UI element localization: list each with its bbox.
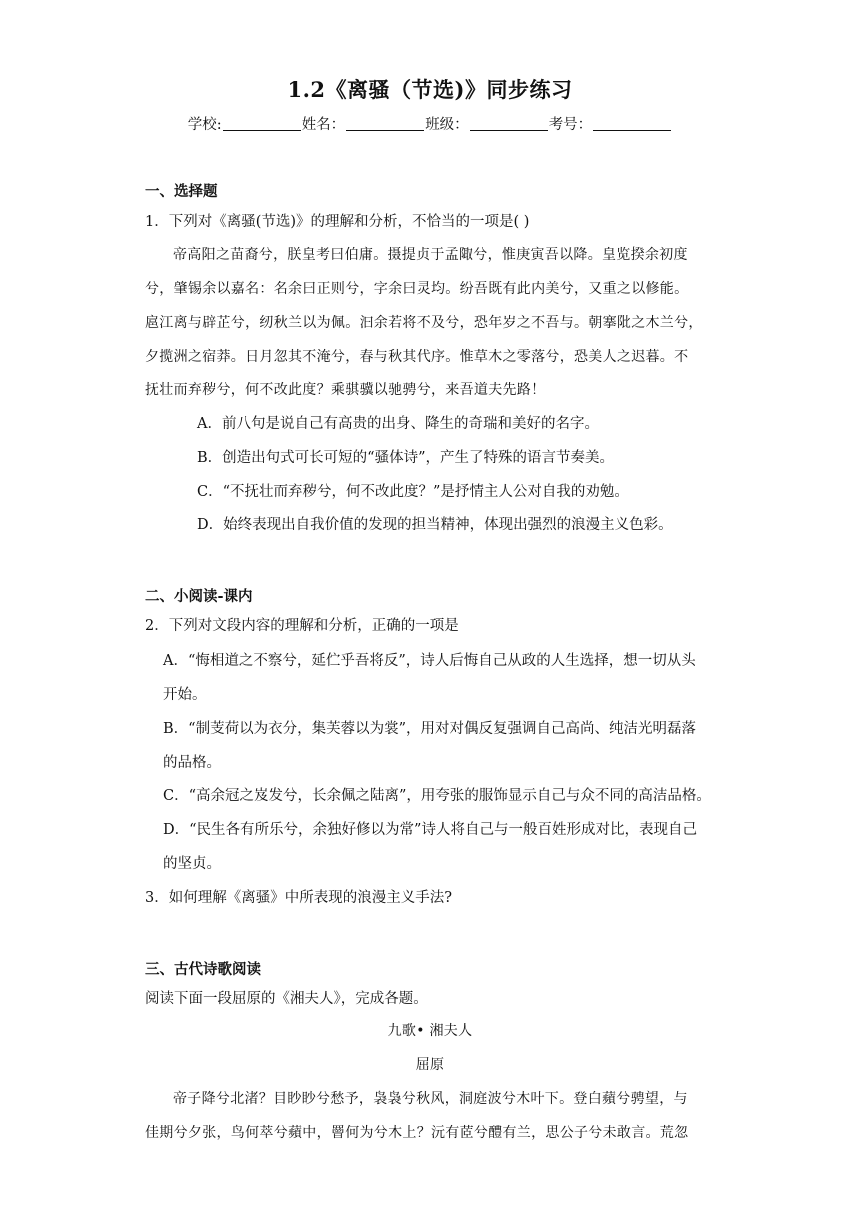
q2-option-a: A．“悔相道之不察兮，延伫乎吾将反”，诗人后悔自己从政的人生选择，想一切从头 (163, 653, 696, 669)
section-heading-reading: 二、小阅读-课内 (145, 588, 253, 605)
section-heading-choice: 一、选择题 (145, 183, 218, 200)
poem-title: 九歌• 湘夫人 (387, 1023, 473, 1039)
q2-option-d: D．“民生各有所乐兮，余独好修以为常”诗人将自己与一般百姓形成对比，表现自己 (163, 822, 697, 838)
passage-line: 夕揽洲之宿莽。日月忽其不淹兮，春与秋其代序。惟草木之零落兮，恐美人之迟暮。不 (145, 349, 689, 365)
poem-line: 佳期兮夕张，鸟何萃兮蘋中，罾何为兮木上？沅有茝兮醴有兰，思公子兮未敢言。荒忽 (145, 1125, 689, 1141)
passage-line: 兮，肇锡余以嘉名：名余曰正则兮，字余曰灵均。纷吾既有此内美兮，又重之以修能。 (145, 281, 689, 297)
school-label: 学校: (187, 117, 222, 133)
poem-author: 屈原 (415, 1057, 445, 1073)
class-blank (470, 116, 548, 131)
class-label: 班级： (425, 117, 469, 133)
question-3-stem: 3．如何理解《离骚》中所表现的浪漫主义手法? (145, 890, 452, 906)
q1-option-b: B．创造出句式可长可短的“骚体诗”，产生了特殊的语言节奏美。 (197, 450, 614, 466)
passage-line: 扈江离与辟芷兮，纫秋兰以为佩。汩余若将不及兮，恐年岁之不吾与。朝搴阰之木兰兮， (145, 315, 703, 331)
q2-option-a-cont: 开始。 (163, 687, 207, 703)
poem-intro: 阅读下面一段屈原的《湘夫人》，完成各题。 (145, 991, 428, 1007)
exam-no-label: 考号： (548, 117, 593, 133)
q1-option-a: A．前八句是说自己有高贵的出身、降生的奇瑞和美好的名字。 (197, 416, 599, 432)
question-1-stem: 1．下列对《离骚(节选)》的理解和分析，不恰当的一项是( ) (145, 214, 530, 230)
q1-option-d: D．始终表现出自我价值的发现的担当精神，体现出强烈的浪漫主义色彩。 (197, 517, 673, 533)
q2-option-d-cont: 的坚贞。 (163, 856, 221, 872)
question-2-stem: 2．下列对文段内容的理解和分析，正确的一项是 (145, 618, 459, 634)
section-heading-poetry: 三、古代诗歌阅读 (145, 961, 261, 978)
q2-option-b-cont: 的品格。 (163, 755, 221, 771)
name-label: 姓名： (301, 117, 346, 133)
exam-no-blank (593, 116, 671, 131)
q2-option-b: B．“制芰荷以为衣分，集芙蓉以为裳”，用对对偶反复强调自己高尚、纯洁光明磊落 (163, 721, 696, 737)
poem-line: 帝子降兮北渚？目眇眇兮愁予，袅袅兮秋风，洞庭波兮木叶下。登白蘋兮骋望，与 (173, 1091, 688, 1107)
q1-option-c: C．“不抚壮而弃秽兮，何不改此度？”是抒情主人公对自我的劝勉。 (197, 484, 629, 500)
passage-line: 帝高阳之苗裔兮，朕皇考曰伯庸。摄提贞于孟陬兮，惟庚寅吾以降。皇览揆余初度 (173, 247, 688, 263)
student-info-line (0, 113, 860, 134)
q2-option-c: C．“高余冠之岌发兮，长余佩之陆离”，用夸张的服饰显示自己与众不同的高洁品格。 (163, 788, 711, 804)
passage-line: 抚壮而弃秽兮，何不改此度？乘骐骥以驰骋兮，来吾道夫先路！ (145, 382, 546, 398)
name-blank (346, 116, 424, 131)
school-blank (223, 116, 301, 131)
page-title: 1.2《离骚（节选)》同步练习 (287, 77, 573, 102)
